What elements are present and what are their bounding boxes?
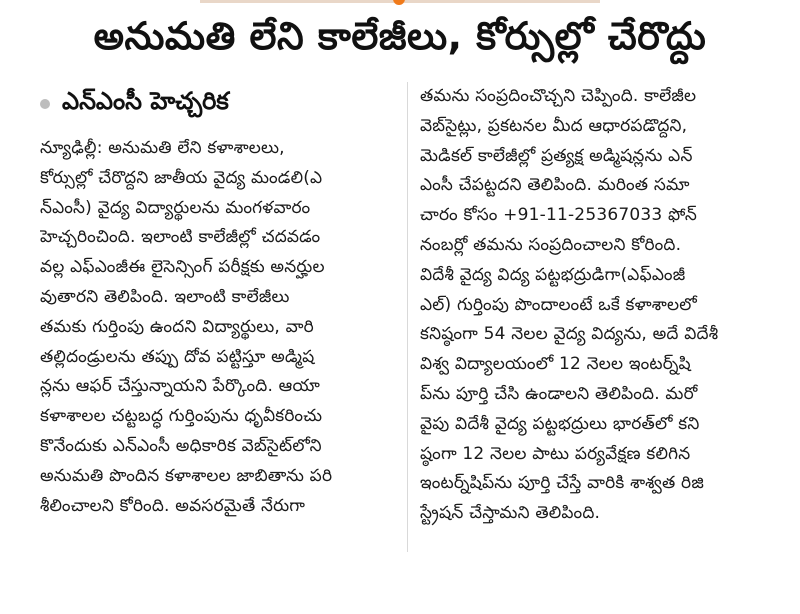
bullet-icon: [40, 99, 50, 109]
article-line: విదేశీ వైద్య విద్య పట్టభద్రుడిగా(ఎఫ్‌ఎంజీ: [420, 264, 686, 285]
left-column: [40, 82, 395, 614]
article-line: ఎంసీ చేపట్టదని తెలిపింది. మరింత సమా: [420, 175, 690, 196]
article-line: మెడికల్ కాలేజీల్లో ప్రత్యక్ష అడ్మిషన్లను ఎన్: [420, 145, 693, 166]
article-line: న్‌ఎంసీ) వైద్య విద్యార్థులను మంగళవారం: [40, 197, 311, 218]
article-line: నంబర్లో తమను సంప్రదించాలని కోరింది.: [420, 234, 682, 255]
article-line: చారం కోసం +91-11-25367033 ఫోన్: [420, 205, 698, 226]
article-line: వుతారని తెలిపింది. ఇలాంటి కాలేజీలు: [40, 286, 290, 307]
article-line: తమను సంప్రదించొచ్చని చెప్పింది. కాలేజీల: [420, 86, 697, 106]
column-divider: [407, 82, 408, 552]
article-line: విశ్వ విద్యాలయంలో 12 నెలల ఇంటర్న్‌షి: [420, 354, 691, 375]
article-line: తమకు గుర్తింపు ఉందని విద్యార్థులు, వారి: [40, 316, 314, 337]
article-line: శీలించాలని కోరింది. అవసరమైతే నేరుగా: [40, 495, 306, 516]
article-line: కొనేందుకు ఎన్‌ఎంసీ అధికారిక వెబ్‌సైట్‌లోని: [40, 435, 322, 456]
right-column: [420, 82, 780, 614]
subheadline: ఎన్‌ఎంసీ హెచ్చరిక: [62, 87, 229, 115]
article-line: న్యూఢిల్లీ: అనుమతి లేని కళాశాలలు,: [40, 138, 285, 158]
article-line: ఇంటర్న్‌షిప్‌ను పూర్తి చేస్తే వారికి శాశ్వత రిజి: [420, 473, 704, 494]
article-line: కోర్సుల్లో చేరొద్దని జాతీయ వైద్య మండలి(ఎ: [40, 167, 323, 188]
top-decorative-dot: [393, 0, 405, 5]
article-line: స్ట్రేషన్ చేస్తామని తెలిపింది.: [420, 503, 601, 524]
article-line: వైపు విదేశీ వైద్య పట్టభద్రులు భారత్‌లో కని: [420, 413, 700, 434]
article-line: అనుమతి పొందిన కళాశాలల జాబితాను పరి: [40, 465, 333, 486]
article-line: ష్ఠంగా 12 నెలల పాటు పర్యవేక్షణ కలిగిన: [420, 443, 691, 464]
headline: అనుమతి లేని కాలేజీలు, కోర్సుల్లో చేరొద్దు: [93, 14, 707, 58]
article-line: ఎల్) గుర్తింపు పొందాలంటే ఒకే కళాశాలలో: [420, 294, 697, 315]
article-line: వల్ల ఎఫ్‌ఎంజీఈ లైసెన్సింగ్ పరీక్షకు అనర్హుల: [40, 257, 325, 278]
article-line: న్లను ఆఫర్ చేస్తున్నాయని పేర్కొంది. ఆయా: [40, 376, 320, 397]
subheadline-row: [40, 82, 395, 126]
article-line: కళాశాలల చట్టబద్ధ గుర్తింపును ధృవీకరించు: [40, 406, 323, 427]
article-line: హెచ్చరించింది. ఇలాంటి కాలేజీల్లో చదవడం: [40, 227, 321, 248]
article-line: వెబ్‌సైట్లు, ప్రకటనల మీద ఆధారపడొద్దని,: [420, 115, 688, 136]
article-line: ప్‌ను పూర్తి చేసి ఉండాలని తెలిపింది. మరో: [420, 383, 698, 404]
article-line: తల్లిదండ్రులను తప్పు దోవ పట్టిస్తూ అడ్మిష: [40, 346, 315, 367]
article-line: కనిష్ఠంగా 54 నెలల వైద్య విద్యను, అదే విదేశీ: [420, 324, 719, 345]
